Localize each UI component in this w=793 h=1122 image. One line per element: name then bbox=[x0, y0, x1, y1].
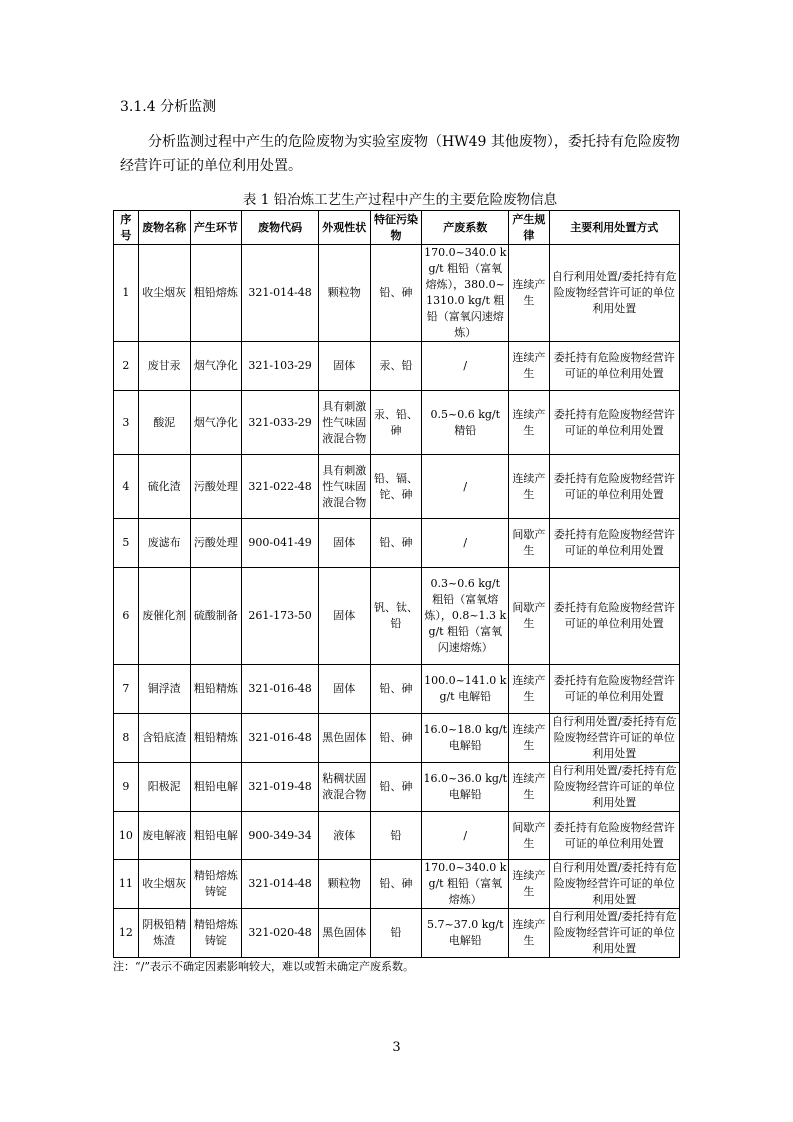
row-pollutant: 汞、铅 bbox=[370, 342, 422, 391]
section-title: 3.1.4 分析监测 bbox=[120, 99, 217, 115]
row-coefficient: 170.0~340.0 kg/t 粗铅（富氧熔炼），380.0~1310.0 kg/t 粗铅（富氧闪速熔炼） bbox=[422, 245, 509, 342]
row-pollutant: 铅、砷 bbox=[370, 245, 422, 342]
table-row bbox=[114, 455, 680, 519]
table-row bbox=[114, 391, 680, 455]
row-no: 7 bbox=[114, 665, 139, 714]
row-name: 硫化渣 bbox=[138, 455, 190, 519]
row-disposal: 自行利用处置/委托持有危险废物经营许可证的单位利用处置 bbox=[549, 860, 679, 909]
row-pollutant: 铅、砷 bbox=[370, 763, 422, 812]
table-row bbox=[114, 812, 680, 860]
row-stage: 粗铅熔炼 bbox=[190, 245, 242, 342]
row-disposal: 委托持有危险废物经营许可证的单位利用处置 bbox=[549, 665, 679, 714]
row-pollutant: 铅 bbox=[370, 812, 422, 860]
row-code: 321-020-48 bbox=[242, 909, 319, 958]
row-pollutant: 铅、砷 bbox=[370, 665, 422, 714]
row-no: 10 bbox=[114, 812, 139, 860]
row-coefficient: 5.7~37.0 kg/t 电解铅 bbox=[422, 909, 509, 958]
row-coefficient: 170.0~340.0 kg/t 粗铅（富氧熔炼） bbox=[422, 860, 509, 909]
row-form: 固体 bbox=[318, 665, 370, 714]
row-coefficient: 0.5~0.6 kg/t 精铅 bbox=[422, 391, 509, 455]
row-stage: 粗铅电解 bbox=[190, 763, 242, 812]
row-name: 废电解液 bbox=[138, 812, 190, 860]
row-code: 261-173-50 bbox=[242, 568, 319, 665]
row-pattern: 连续产生 bbox=[509, 763, 549, 812]
row-code: 321-014-48 bbox=[242, 860, 319, 909]
row-name: 酸泥 bbox=[138, 391, 190, 455]
row-code: 900-349-34 bbox=[242, 812, 319, 860]
table-caption: 表 1 铅冶炼工艺生产过程中产生的主要危险废物信息 bbox=[242, 192, 558, 208]
row-stage: 烟气净化 bbox=[190, 391, 242, 455]
header-disposal: 主要利用处置方式 bbox=[549, 211, 679, 245]
row-disposal: 自行利用处置/委托持有危险废物经营许可证的单位利用处置 bbox=[549, 909, 679, 958]
header-form: 外观性状 bbox=[318, 211, 370, 245]
row-pollutant: 汞、铅、砷 bbox=[370, 391, 422, 455]
row-form: 具有刺激性气味固液混合物 bbox=[318, 391, 370, 455]
row-name: 废甘汞 bbox=[138, 342, 190, 391]
row-disposal: 自行利用处置/委托持有危险废物经营许可证的单位利用处置 bbox=[549, 714, 679, 763]
row-no: 11 bbox=[114, 860, 139, 909]
table-row bbox=[114, 245, 680, 342]
section-paragraph: 分析监测过程中产生的危险废物为实验室废物（HW49 其他废物），委托持有危险废物经营许可证的单位利用处置。 bbox=[120, 134, 680, 174]
table-row bbox=[114, 714, 680, 763]
header-pollutant: 特征污染物 bbox=[370, 211, 422, 245]
row-form: 固体 bbox=[318, 342, 370, 391]
table-row bbox=[114, 860, 680, 909]
row-code: 321-019-48 bbox=[242, 763, 319, 812]
row-coefficient: 100.0~141.0 kg/t 电解铅 bbox=[422, 665, 509, 714]
row-pattern: 间歇产生 bbox=[509, 568, 549, 665]
row-code: 321-103-29 bbox=[242, 342, 319, 391]
header-coefficient: 产废系数 bbox=[422, 211, 509, 245]
row-stage: 粗铅精炼 bbox=[190, 714, 242, 763]
row-code: 900-041-49 bbox=[242, 519, 319, 568]
row-form: 颗粒物 bbox=[318, 860, 370, 909]
row-no: 4 bbox=[114, 455, 139, 519]
row-coefficient: / bbox=[422, 812, 509, 860]
row-disposal: 委托持有危险废物经营许可证的单位利用处置 bbox=[549, 342, 679, 391]
row-pattern: 连续产生 bbox=[509, 860, 549, 909]
row-pattern: 间歇产生 bbox=[509, 519, 549, 568]
table-body bbox=[114, 245, 680, 958]
hazardous-waste-table bbox=[113, 210, 680, 958]
row-disposal: 自行利用处置/委托持有危险废物经营许可证的单位利用处置 bbox=[549, 763, 679, 812]
row-pattern: 连续产生 bbox=[509, 665, 549, 714]
row-coefficient: 16.0~36.0 kg/t 电解铅 bbox=[422, 763, 509, 812]
row-pollutant: 铅、镉、铊、砷 bbox=[370, 455, 422, 519]
row-form: 颗粒物 bbox=[318, 245, 370, 342]
row-name: 废催化剂 bbox=[138, 568, 190, 665]
page-number: 3 bbox=[392, 1040, 401, 1055]
row-pattern: 间歇产生 bbox=[509, 812, 549, 860]
row-pollutant: 铅、砷 bbox=[370, 714, 422, 763]
row-disposal: 委托持有危险废物经营许可证的单位利用处置 bbox=[549, 391, 679, 455]
table-note: 注：“/”表示不确定因素影响较大，难以或暂未确定产废系数。 bbox=[113, 960, 414, 973]
row-disposal: 委托持有危险废物经营许可证的单位利用处置 bbox=[549, 519, 679, 568]
row-form: 液体 bbox=[318, 812, 370, 860]
row-stage: 粗铅精炼 bbox=[190, 665, 242, 714]
row-pattern: 连续产生 bbox=[509, 391, 549, 455]
header-name: 废物名称 bbox=[138, 211, 190, 245]
row-no: 2 bbox=[114, 342, 139, 391]
row-pattern: 连续产生 bbox=[509, 245, 549, 342]
header-pattern: 产生规律 bbox=[509, 211, 549, 245]
row-no: 6 bbox=[114, 568, 139, 665]
row-stage: 烟气净化 bbox=[190, 342, 242, 391]
row-form: 黑色固体 bbox=[318, 909, 370, 958]
table-row bbox=[114, 909, 680, 958]
row-coefficient: / bbox=[422, 455, 509, 519]
table-row bbox=[114, 763, 680, 812]
row-pattern: 连续产生 bbox=[509, 342, 549, 391]
row-code: 321-033-29 bbox=[242, 391, 319, 455]
table-row bbox=[114, 519, 680, 568]
row-stage: 粗铅电解 bbox=[190, 812, 242, 860]
row-disposal: 委托持有危险废物经营许可证的单位利用处置 bbox=[549, 455, 679, 519]
row-no: 12 bbox=[114, 909, 139, 958]
row-no: 5 bbox=[114, 519, 139, 568]
row-disposal: 自行利用处置/委托持有危险废物经营许可证的单位利用处置 bbox=[549, 245, 679, 342]
row-pattern: 连续产生 bbox=[509, 455, 549, 519]
row-form: 具有刺激性气味固液混合物 bbox=[318, 455, 370, 519]
table-row bbox=[114, 665, 680, 714]
row-no: 8 bbox=[114, 714, 139, 763]
row-pollutant: 钒、钛、铅 bbox=[370, 568, 422, 665]
table-row bbox=[114, 568, 680, 665]
row-coefficient: / bbox=[422, 519, 509, 568]
row-name: 阳极泥 bbox=[138, 763, 190, 812]
row-pattern: 连续产生 bbox=[509, 714, 549, 763]
row-code: 321-016-48 bbox=[242, 714, 319, 763]
row-code: 321-014-48 bbox=[242, 245, 319, 342]
row-pollutant: 铅 bbox=[370, 909, 422, 958]
row-name: 铜浮渣 bbox=[138, 665, 190, 714]
row-form: 固体 bbox=[318, 519, 370, 568]
row-stage: 精铅熔炼铸锭 bbox=[190, 860, 242, 909]
row-name: 含铅底渣 bbox=[138, 714, 190, 763]
row-code: 321-016-48 bbox=[242, 665, 319, 714]
row-name: 收尘烟灰 bbox=[138, 860, 190, 909]
row-name: 废滤布 bbox=[138, 519, 190, 568]
row-name: 阴极铅精炼渣 bbox=[138, 909, 190, 958]
row-no: 9 bbox=[114, 763, 139, 812]
row-disposal: 委托持有危险废物经营许可证的单位利用处置 bbox=[549, 568, 679, 665]
row-stage: 污酸处理 bbox=[190, 519, 242, 568]
row-code: 321-022-48 bbox=[242, 455, 319, 519]
header-no: 序号 bbox=[114, 211, 139, 245]
row-form: 黑色固体 bbox=[318, 714, 370, 763]
row-stage: 污酸处理 bbox=[190, 455, 242, 519]
row-coefficient: / bbox=[422, 342, 509, 391]
row-pattern: 连续产生 bbox=[509, 909, 549, 958]
row-coefficient: 0.3~0.6 kg/t 粗铅（富氧熔炼），0.8~1.3 kg/t 粗铅（富氧闪速熔炼） bbox=[422, 568, 509, 665]
row-coefficient: 16.0~18.0 kg/t 电解铅 bbox=[422, 714, 509, 763]
row-pollutant: 铅、砷 bbox=[370, 519, 422, 568]
header-code: 废物代码 bbox=[242, 211, 319, 245]
table-row bbox=[114, 342, 680, 391]
row-name: 收尘烟灰 bbox=[138, 245, 190, 342]
row-stage: 硫酸制备 bbox=[190, 568, 242, 665]
row-no: 3 bbox=[114, 391, 139, 455]
row-form: 粘稠状固液混合物 bbox=[318, 763, 370, 812]
row-no: 1 bbox=[114, 245, 139, 342]
table-header-row bbox=[114, 211, 680, 245]
header-stage: 产生环节 bbox=[190, 211, 242, 245]
row-disposal: 委托持有危险废物经营许可证的单位利用处置 bbox=[549, 812, 679, 860]
row-pollutant: 铅、砷 bbox=[370, 860, 422, 909]
row-stage: 精铅熔炼铸锭 bbox=[190, 909, 242, 958]
row-form: 固体 bbox=[318, 568, 370, 665]
